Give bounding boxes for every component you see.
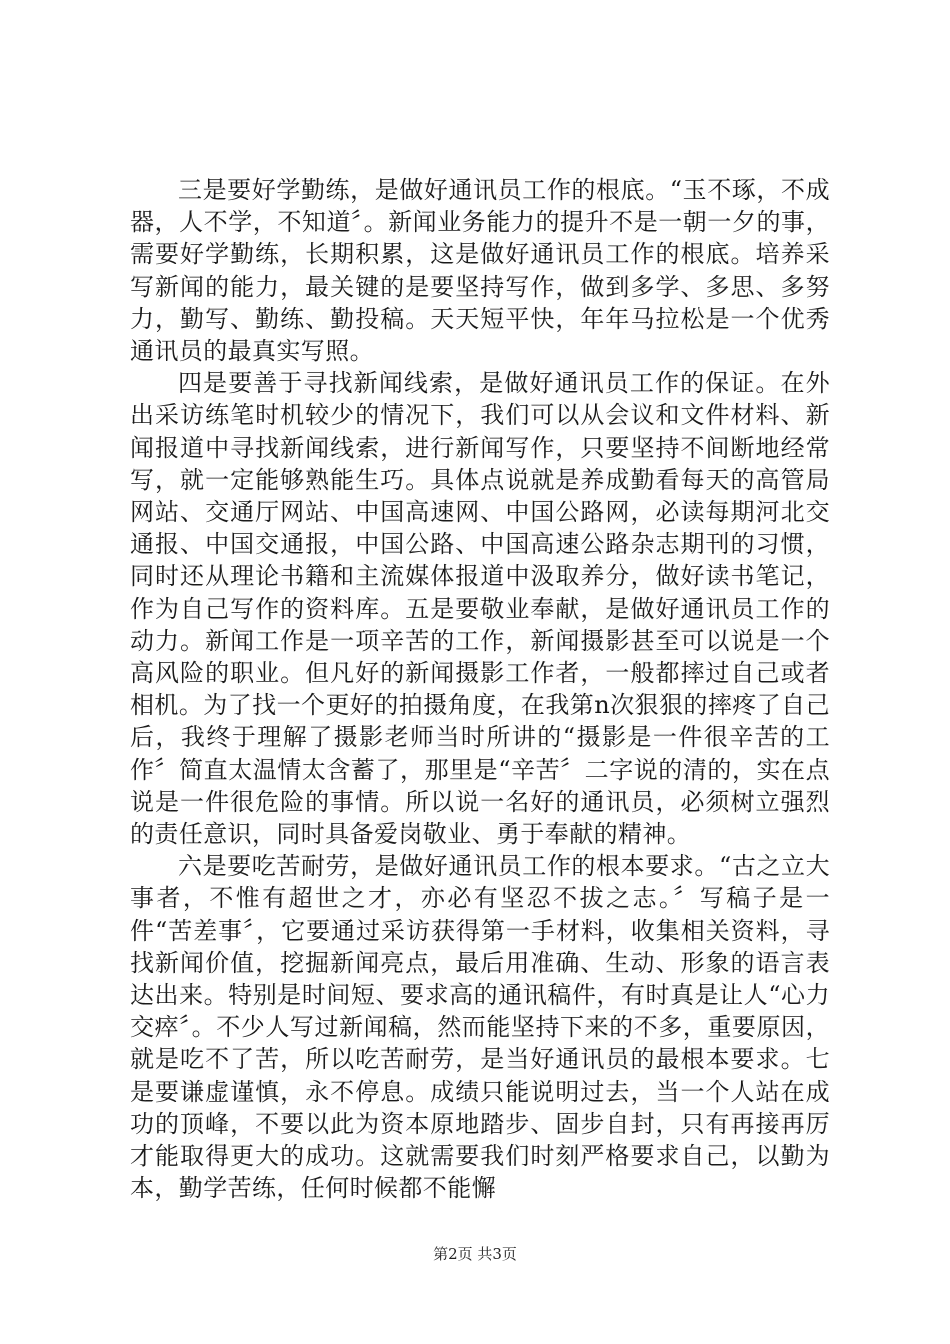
page-number: 第2页 共3页 (433, 1245, 517, 1263)
paragraph-four-five: 四是要善于寻找新闻线索，是做好通讯员工作的保证。在外出采访练笔时机较少的情况下，我们可以从会议和文件材料、新闻报道中寻找新闻线索，进行新闻写作，只要坚持不间断地经常写，就一定能够熟能生巧。具体点说就是养成勤看每天的高管局网站、交通厅网站、中国高速网、中国公路网，必读每期河北交通报、中国交通报，中国公路、中国高速公路杂志期刊的习惯，同时还从理论书籍和主流媒体报道中汲取养分，做好读书笔记，作为自己写作的资料库。五是要敬业奉献，是做好通讯员工作的动力。新闻工作是一项辛苦的工作，新闻摄影甚至可以说是一个高风险的职业。但凡好的新闻摄影工作者，一般都摔过自己或者相机。为了找一个更好的拍摄角度，在我第n次狠狠的摔疼了自己后，我终于理解了摄影老师当时所讲的“摄影是一件很辛苦的工作〞简直太温情太含蓄了，那里是“辛苦〞二字说的清的，实在点说是一件很危险的事情。所以说一名好的通讯员，必须树立强烈的责任意识，同时具备爱岗敬业、勇于奉献的精神。 (130, 369, 830, 849)
paragraph-six-seven: 六是要吃苦耐劳，是做好通讯员工作的根本要求。“古之立大事者，不惟有超世之才，亦必有坚忍不拔之志。〞写稿子是一件“苦差事〞，它要通过采访获得第一手材料，收集相关资料，寻找新闻价值，挖掘新闻亮点，最后用准确、生动、形象的语言表达出来。特别是时间短、要求高的通讯稿件，有时真是让人“心力交瘁〞。不少人写过新闻稿，然而能坚持下来的不多，重要原因，就是吃不了苦，所以吃苦耐劳，是当好通讯员的最根本要求。七是要谦虚谨慎，永不停息。成绩只能说明过去，当一个人站在成功的顶峰，不要以此为资本原地踏步、固步自封，只有再接再厉才能取得更大的成功。这就需要我们时刻严格要求自己，以勤为本，勤学苦练，任何时候都不能懈 (130, 852, 830, 1203)
paragraph-three: 三是要好学勤练，是做好通讯员工作的根底。“玉不琢，不成器，人不学，不知道〞。新闻业务能力的提升不是一朝一夕的事，需要好学勤练，长期积累，这是做好通讯员工作的根底。培养采写新闻的能力，最关键的是要坚持写作，做到多学、多思、多努力，勤写、勤练、勤投稿。天天短平快，年年马拉松是一个优秀通讯员的最真实写照。 (130, 176, 830, 366)
document-body (130, 174, 830, 1205)
page-footer (0, 1244, 950, 1264)
